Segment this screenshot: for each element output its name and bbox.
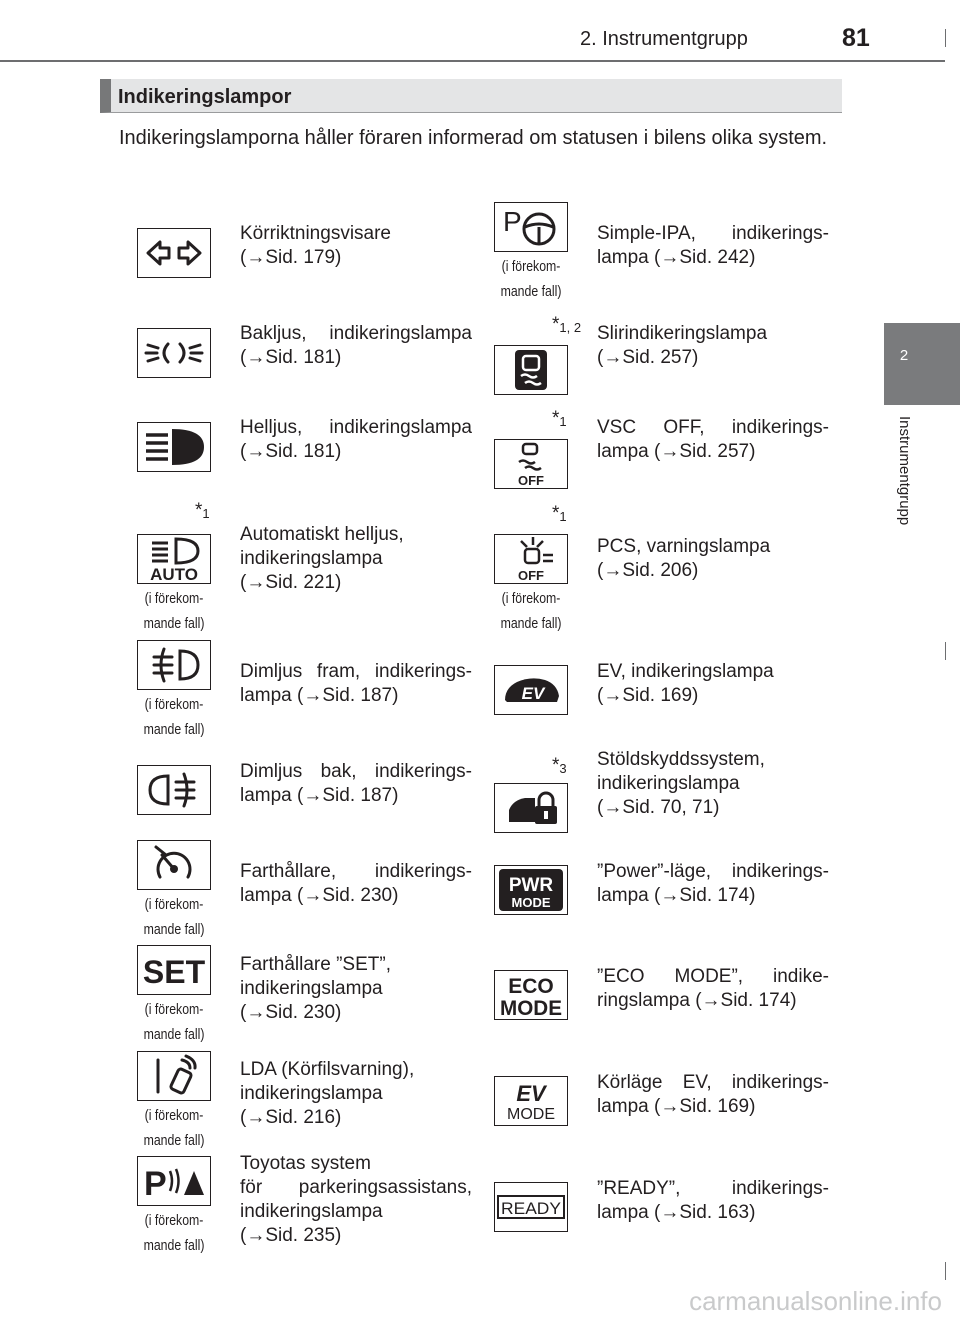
- lamp-description: Slirindikeringslampa: [597, 323, 768, 344]
- lamp-description: lampa (→Sid. 187): [240, 785, 399, 806]
- lamp-description: Helljus, indikeringslampa: [240, 417, 472, 438]
- lamp-description: Simple-IPA, indikerings-: [597, 223, 829, 244]
- lamp-description: (→Sid. 230): [240, 1002, 342, 1023]
- lamp-description: lampa (→Sid. 242): [597, 247, 756, 268]
- svg-text:EV: EV: [521, 684, 545, 703]
- availability-caption: (i förekom-: [501, 258, 561, 275]
- lamp-description: LDA (Körfilsvarning),: [240, 1059, 415, 1080]
- page-number: 81: [842, 24, 870, 52]
- svg-text:P: P: [144, 1165, 167, 1203]
- availability-caption: mande fall): [143, 1026, 205, 1043]
- footnote-marker: *$^1$: [195, 500, 210, 521]
- lamp-description: (→Sid. 235): [240, 1225, 342, 1246]
- lamp-description: för parkeringsassistans,: [240, 1177, 472, 1198]
- ready-icon: [494, 1182, 568, 1232]
- lamp-description: (→Sid. 216): [240, 1107, 342, 1128]
- lamp-description: Bakljus, indikeringslampa: [240, 323, 472, 344]
- svg-text:P: P: [503, 206, 522, 237]
- lamp-description: lampa (→Sid. 187): [240, 685, 399, 706]
- ev-mode-icon: [494, 1076, 568, 1126]
- lamp-description: Körriktningsvisare: [240, 223, 391, 244]
- svg-text:ECO: ECO: [508, 975, 554, 998]
- lamp-description: (→Sid. 169): [597, 685, 699, 706]
- availability-caption: (i förekom-: [144, 896, 204, 913]
- side-tab-number: 2: [899, 347, 909, 364]
- parking-assist-icon: [137, 1156, 211, 1206]
- lamp-description: (→Sid. 206): [597, 560, 699, 581]
- lamp-description: Dimljus bak, indikerings-: [240, 761, 472, 782]
- lamp-description: ”READY”, indikerings-: [597, 1178, 829, 1199]
- section-title: Indikeringslampor: [118, 86, 292, 108]
- header-rule: [0, 60, 945, 62]
- cruise-control-icon: [137, 840, 211, 890]
- pwr-mode-icon: [494, 865, 568, 915]
- ev-icon: [494, 665, 568, 715]
- svg-text:MODE: MODE: [500, 997, 562, 1019]
- lamp-description: (→Sid. 221): [240, 572, 342, 593]
- high-beam-icon: [137, 422, 211, 472]
- lamp-description: (→Sid. 70, 71): [597, 797, 720, 818]
- vsc-off-icon: [494, 439, 568, 489]
- turn-signal-icon: [137, 228, 211, 278]
- availability-caption: (i förekom-: [144, 1001, 204, 1018]
- availability-caption: (i förekom-: [144, 1212, 204, 1229]
- section-intro: Indikeringslamporna håller föraren informerad om statusen i bilens olika system.: [119, 127, 828, 149]
- crop-mark: [945, 1262, 946, 1280]
- lamp-description: indikeringslampa: [240, 1201, 383, 1222]
- availability-caption: (i förekom-: [144, 590, 204, 607]
- pcs-icon: [494, 534, 568, 584]
- front-fog-icon: [137, 640, 211, 690]
- lamp-description: Dimljus fram, indikerings-: [240, 661, 472, 682]
- lamp-description: (→Sid. 257): [597, 347, 699, 368]
- svg-text:MODE: MODE: [511, 895, 551, 910]
- svg-text:OFF: OFF: [518, 473, 544, 488]
- footnote-marker: *$^3$: [552, 755, 567, 776]
- svg-text:EV: EV: [516, 1081, 546, 1106]
- chapter-title: 2. Instrumentgrupp: [580, 28, 748, 50]
- lamp-description: EV, indikeringslampa: [597, 661, 774, 682]
- availability-caption: mande fall): [143, 1132, 205, 1149]
- availability-caption: mande fall): [500, 283, 562, 300]
- set-icon: [137, 945, 211, 995]
- lamp-description: Farthållare, indikerings-: [240, 861, 472, 882]
- crop-mark: [945, 642, 946, 660]
- footnote-marker: *$^{1, 2}$: [552, 314, 582, 335]
- svg-text:PWR: PWR: [508, 875, 554, 896]
- lamp-description: Toyotas system: [240, 1153, 371, 1174]
- eco-mode-icon: [494, 970, 568, 1020]
- lamp-description: lampa (→Sid. 169): [597, 1096, 756, 1117]
- lamp-description: indikeringslampa: [240, 978, 383, 999]
- availability-caption: mande fall): [143, 1237, 205, 1254]
- lamp-description: (→Sid. 181): [240, 347, 342, 368]
- lamp-description: indikeringslampa: [597, 773, 740, 794]
- lamp-description: Stöldskyddssystem,: [597, 749, 765, 770]
- availability-caption: mande fall): [143, 615, 205, 632]
- crop-mark: [945, 29, 946, 47]
- lamp-description: indikeringslampa: [240, 548, 383, 569]
- lamp-description: VSC OFF, indikerings-: [597, 417, 829, 438]
- lamp-description: PCS, varningslampa: [597, 536, 771, 557]
- lamp-description: Automatiskt helljus,: [240, 524, 404, 545]
- side-tab: [884, 323, 960, 405]
- lamp-description: lampa (→Sid. 257): [597, 441, 756, 462]
- lamp-description: ringslampa (→Sid. 174): [597, 990, 797, 1011]
- security-icon: [494, 783, 568, 833]
- lda-icon: [137, 1051, 211, 1101]
- lamp-description: indikeringslampa: [240, 1083, 383, 1104]
- lamp-description: (→Sid. 179): [240, 247, 342, 268]
- lamp-description: Farthållare ”SET”,: [240, 954, 391, 975]
- svg-text:READY: READY: [501, 1199, 561, 1218]
- availability-caption: mande fall): [143, 721, 205, 738]
- svg-text:MODE: MODE: [507, 1106, 555, 1123]
- lamp-description: lampa (→Sid. 230): [240, 885, 399, 906]
- availability-caption: (i förekom-: [144, 696, 204, 713]
- availability-caption: (i förekom-: [144, 1107, 204, 1124]
- tail-light-icon: [137, 328, 211, 378]
- lamp-description: ”ECO MODE”, indike-: [597, 966, 829, 987]
- simple-ipa-icon: [494, 202, 568, 252]
- lamp-description: lampa (→Sid. 163): [597, 1202, 756, 1223]
- lamp-description: ”Power”-läge, indikerings-: [597, 861, 829, 882]
- slip-icon: [494, 345, 568, 395]
- availability-caption: mande fall): [143, 921, 205, 938]
- availability-caption: mande fall): [500, 615, 562, 632]
- footnote-marker: *$^1$: [552, 408, 567, 429]
- watermark: carmanualsonline.info: [689, 1286, 942, 1316]
- lamp-description: (→Sid. 181): [240, 441, 342, 462]
- svg-text:AUTO: AUTO: [150, 565, 198, 583]
- footnote-marker: *$^1$: [552, 503, 567, 524]
- availability-caption: (i förekom-: [501, 590, 561, 607]
- rear-fog-icon: [137, 765, 211, 815]
- svg-text:SET: SET: [142, 954, 206, 990]
- svg-text:OFF: OFF: [518, 568, 544, 583]
- lamp-description: Körläge EV, indikerings-: [597, 1072, 829, 1093]
- lamp-description: lampa (→Sid. 174): [597, 885, 756, 906]
- auto-high-beam-icon: [137, 534, 211, 584]
- side-tab-label: Instrumentgrupp: [896, 416, 913, 526]
